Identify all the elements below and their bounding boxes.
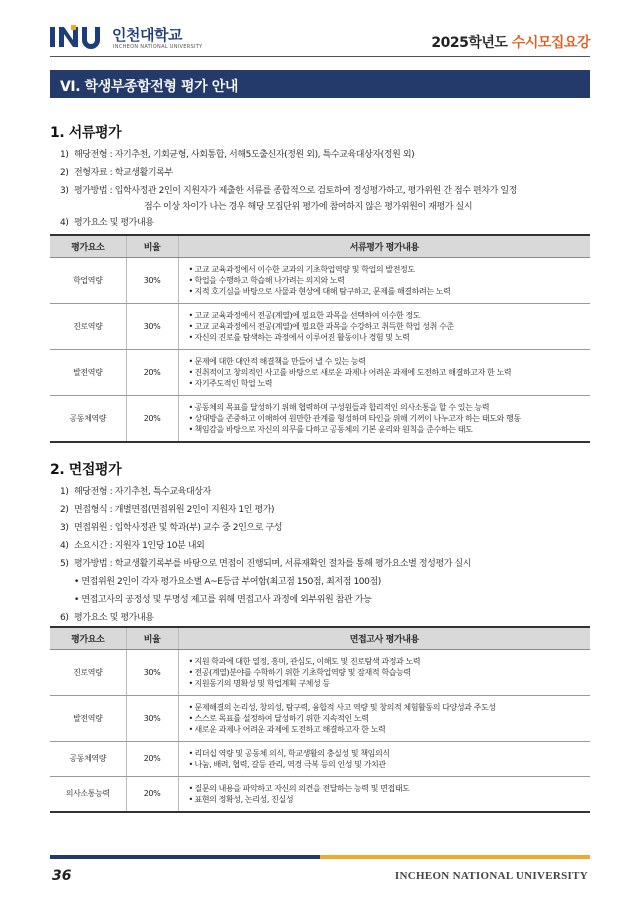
doc-eval-item-3-continuation: 점수 이상 차이가 나는 경우 해당 모집단위 평가에 참여하지 않은 평가위원이 재평가 실시 — [144, 202, 473, 212]
item-text: 평가요소 및 평가내용 — [74, 218, 154, 228]
interview-eval-heading: 2. 면접평가 — [50, 462, 122, 478]
content-point: • 고교 교육과정에서 전공(계열)에 필요한 과목을 선택하여 이수한 정도 — [189, 310, 585, 321]
item-number: 1) — [60, 150, 69, 160]
content-point: • 문제에 대한 대안적 해결책을 만들어 낼 수 있는 능력 — [189, 356, 585, 367]
doc-eval-table — [50, 234, 590, 443]
content-cell — [178, 776, 590, 812]
content-point: • 지적 호기심을 바탕으로 사물과 현상에 대해 탐구하고, 문제를 해결하려는 노력 — [189, 286, 585, 297]
content-point: • 전공(계열)분야를 수학하기 위한 기초학업역량 및 잠재적 학습능력 — [189, 667, 585, 678]
content-point: • 상대방을 존중하고 이해하여 원만한 관계를 형성하며 타인을 위해 기꺼이 나누고자 하는 태도와 행동 — [189, 413, 585, 424]
doc-eval-item-4 — [60, 214, 590, 232]
factor-cell: 발전역량 — [50, 349, 126, 395]
content-point: • 책임감을 바탕으로 자신의 의무를 다하고 공동체의 기본 윤리와 원칙을 준수하는 태도 — [189, 424, 585, 435]
table-header-ratio: 비율 — [126, 627, 178, 649]
item-text: 평가방법 : 학교생활기록부를 바탕으로 면접이 진행되며, 서류재확인 절차를 통해 평가요소별 정성평가 실시 — [74, 559, 472, 569]
content-cell — [178, 741, 590, 776]
content-cell — [178, 303, 590, 349]
table-header-factor: 평가요소 — [50, 627, 126, 649]
content-cell — [178, 395, 590, 442]
table-header-ratio: 비율 — [126, 235, 178, 257]
content-point: • 지원동기의 명확성 및 학업계획 구체성 등 — [189, 678, 585, 689]
item-number: 4) — [60, 541, 69, 551]
ratio-cell: 30% — [126, 695, 178, 741]
footer-university-name: INCHEON NATIONAL UNIVERSITY — [394, 870, 588, 882]
interview-sub-bullet: • 면접위원 2인이 각자 평가요소별 A~E등급 부여함(최고점 150점, 최저점 100점) — [74, 577, 381, 587]
interview-item-6 — [60, 609, 590, 627]
page-header — [50, 22, 590, 54]
item-text: 소요시간 : 지원자 1인당 10분 내외 — [74, 541, 205, 551]
table-row — [50, 303, 590, 349]
doc-eval-item-1 — [60, 146, 590, 164]
factor-cell: 발전역량 — [50, 695, 126, 741]
factor-cell: 공동체역량 — [50, 741, 126, 776]
item-number: 2) — [60, 168, 69, 178]
factor-cell: 진로역량 — [50, 303, 126, 349]
section-title: VI. 학생부종합전형 평가 안내 — [60, 79, 238, 95]
logo-university-name: 인천대학교 — [112, 26, 182, 44]
ratio-cell: 20% — [126, 741, 178, 776]
table-row — [50, 395, 590, 442]
table-row — [50, 257, 590, 303]
content-point: • 공동체의 목표를 달성하기 위해 협력하며 구성원들과 합리적인 의사소통을 할 수 있는 능력 — [189, 402, 585, 413]
inu-logo-icon — [50, 25, 106, 49]
item-text: 면접위원 : 입학사정관 및 학과(부) 교수 중 2인으로 구성 — [74, 523, 283, 533]
footer-bar-navy — [50, 855, 320, 859]
content-cell — [178, 649, 590, 695]
item-text: 해당전형 : 자기추천, 기회균형, 사회통합, 서해5도출신자(정원 외), 특수교육대상자(정원 외) — [74, 150, 415, 160]
table-header-row — [50, 627, 590, 649]
guide-title — [431, 32, 590, 52]
item-number: 2) — [60, 505, 69, 515]
section-banner — [50, 70, 590, 98]
ratio-cell: 30% — [126, 649, 178, 695]
content-point: • 나눔, 배려, 협력, 갈등 관리, 역경 극복 등의 인성 및 가치관 — [189, 759, 585, 770]
item-text: 면접형식 : 개별면접(면접위원 2인이 지원자 1인 평가) — [74, 505, 275, 515]
item-number: 5) — [60, 559, 69, 569]
factor-cell: 공동체역량 — [50, 395, 126, 442]
guide-year: 2025학년도 — [431, 35, 508, 51]
interview-item-4 — [60, 537, 590, 555]
content-point: • 질문의 내용을 파악하고 자신의 의견을 전달하는 능력 및 면접태도 — [189, 783, 585, 794]
content-point: • 고교 교육과정에서 이수한 교과의 기초학업역량 및 학업의 발전정도 — [189, 264, 585, 275]
factor-cell: 학업역량 — [50, 257, 126, 303]
table-row — [50, 695, 590, 741]
item-number: 6) — [60, 613, 69, 623]
content-point: • 스스로 목표를 설정하여 달성하기 위한 지속적인 노력 — [189, 713, 585, 724]
content-point: • 자신의 진로를 탐색하는 과정에서 이루어진 활동이나 경험 및 노력 — [189, 332, 585, 343]
ratio-cell: 30% — [126, 257, 178, 303]
interview-item-2 — [60, 501, 590, 519]
interview-item-5 — [60, 555, 590, 573]
content-point: • 진취적이고 창의적인 사고를 바탕으로 새로운 과제나 어려운 과제에 도전하고 해결하고자 한 노력 — [189, 367, 585, 378]
content-point: • 고교 교육과정에서 전공(계열)에 필요한 과목을 수강하고 취득한 학업 성취 수준 — [189, 321, 585, 332]
table-row — [50, 776, 590, 812]
factor-cell: 진로역량 — [50, 649, 126, 695]
item-number: 3) — [60, 523, 69, 533]
doc-eval-heading: 1. 서류평가 — [50, 125, 122, 141]
content-point: • 학업을 수행하고 학습해 나가려는 의지와 노력 — [189, 275, 585, 286]
footer-bar-gold — [320, 855, 590, 859]
ratio-cell: 20% — [126, 776, 178, 812]
item-text: 평가요소 및 평가내용 — [74, 613, 154, 623]
table-row — [50, 349, 590, 395]
ratio-cell: 30% — [126, 303, 178, 349]
interview-sub-bullet: • 면접고사의 공정성 및 투명성 제고를 위해 면접고사 과정에 외부위원 참관 가능 — [74, 595, 372, 605]
content-point: • 표현의 정확성, 논리성, 진실성 — [189, 794, 585, 805]
content-point: • 자기주도적인 학업 노력 — [189, 378, 585, 389]
item-number: 1) — [60, 487, 69, 497]
content-cell — [178, 349, 590, 395]
content-point: • 새로운 과제나 어려운 과제에 도전하고 해결하고자 한 노력 — [189, 724, 585, 735]
ratio-cell: 20% — [126, 395, 178, 442]
interview-eval-table — [50, 626, 590, 813]
table-header-row — [50, 235, 590, 257]
header-divider — [50, 56, 590, 57]
table-header-content: 서류평가 평가내용 — [178, 235, 590, 257]
item-number: 3) — [60, 186, 69, 196]
table-row — [50, 649, 590, 695]
logo-university-english: INCHEON NATIONAL UNIVERSITY — [113, 44, 203, 50]
table-header-content: 면접고사 평가내용 — [178, 627, 590, 649]
interview-item-1 — [60, 483, 590, 501]
interview-item-3 — [60, 519, 590, 537]
item-number: 4) — [60, 218, 69, 228]
page-number: 36 — [52, 868, 72, 884]
content-point: • 문제해결의 논리성, 창의성, 탐구력, 융합적 사고 역량 및 창의적 체험활동의 다양성과 주도성 — [189, 702, 585, 713]
table-row — [50, 741, 590, 776]
item-text: 해당전형 : 자기추천, 특수교육대상자 — [74, 487, 211, 497]
doc-eval-item-2 — [60, 164, 590, 182]
content-cell — [178, 695, 590, 741]
item-text: 평가방법 : 입학사정관 2인이 지원자가 제출한 서류를 종합적으로 검토하여 정성평가하고, 평가위원 간 점수 편차가 일정 — [74, 186, 517, 196]
content-cell — [178, 257, 590, 303]
content-point: • 지원 학과에 대한 열정, 흥미, 관심도, 이해도 및 진로탐색 과정과 노력 — [189, 656, 585, 667]
guide-name: 수시모집요강 — [511, 35, 590, 51]
item-text: 전형자료 : 학교생활기록부 — [74, 168, 173, 178]
factor-cell: 의사소통능력 — [50, 776, 126, 812]
table-header-factor: 평가요소 — [50, 235, 126, 257]
content-point: • 리더십 역량 및 공동체 의식, 학교생활의 충실성 및 책임의식 — [189, 748, 585, 759]
ratio-cell: 20% — [126, 349, 178, 395]
